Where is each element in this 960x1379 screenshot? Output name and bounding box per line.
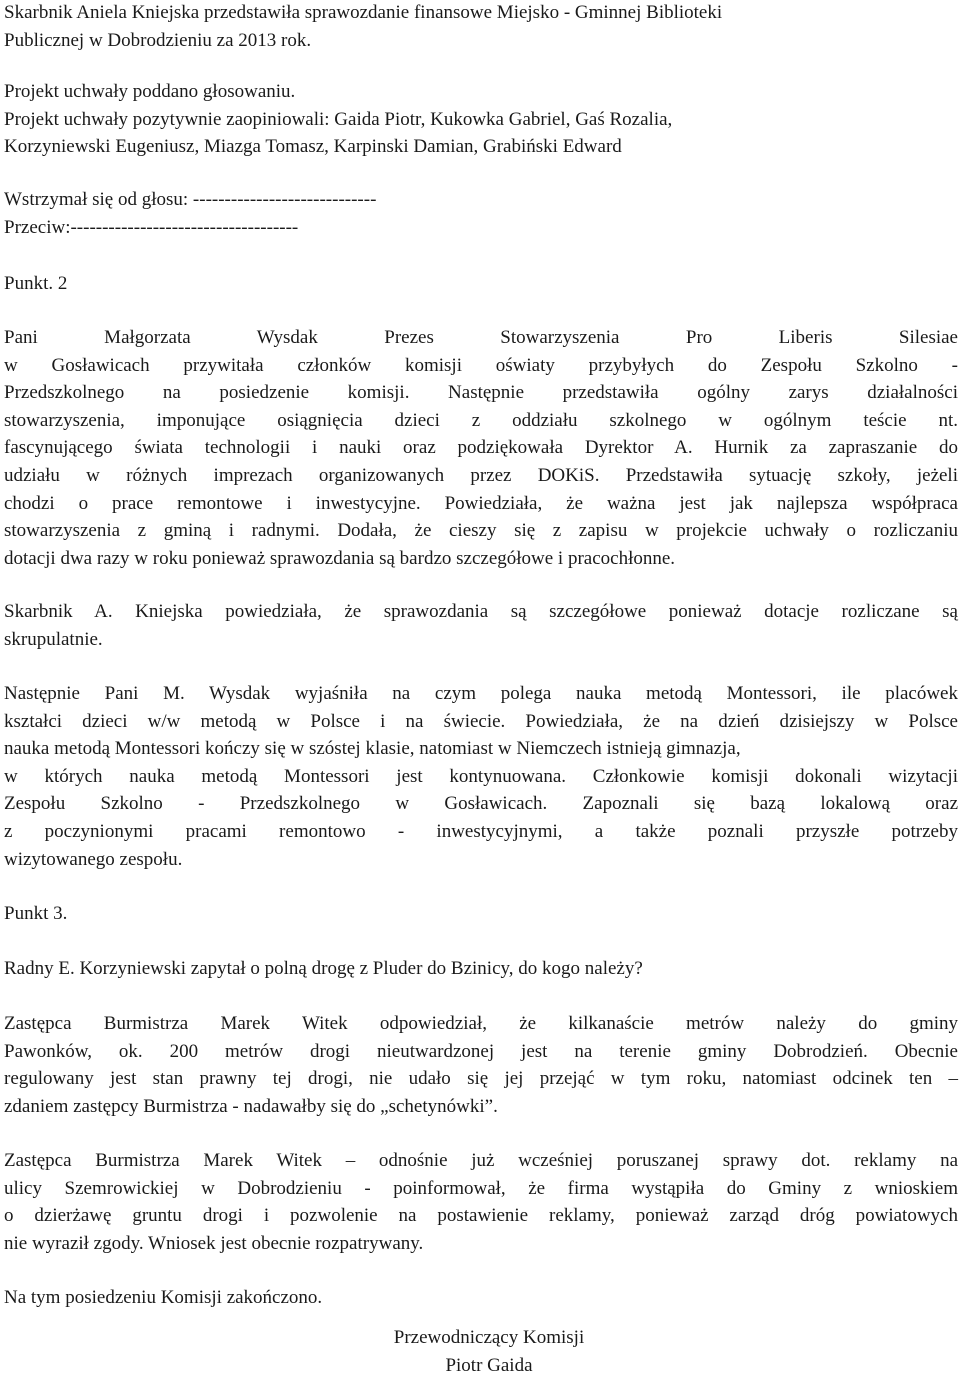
punkt-2-paragraph-1 [4, 324, 958, 572]
abstain-against-paragraph [4, 186, 958, 241]
text-line: chodzi o prace remontowe i inwestycyjne. Powiedziała, że ważna jest jak najlepsza współpraca [4, 492, 958, 514]
text-line: stowarzyszenia z gminą i radnymi. Dodała, że cieszy się z zapisu w projekcie uchwały o rozliczaniu [4, 520, 958, 542]
text-line: kształci dzieci w/w metodą w Polsce i na świecie. Powiedziała, że na dzień dzisiejszy w Polsce [4, 710, 958, 732]
text-line: wizytowanego zespołu. [4, 848, 183, 870]
punkt-3-paragraph-1 [4, 955, 958, 983]
text-line: Publicznej w Dobrodzieniu za 2013 rok. [4, 29, 312, 51]
punkt-3-paragraph-2 [4, 1010, 958, 1120]
closing-line [4, 1284, 322, 1312]
text-line: Następnie Pani M. Wysdak wyjaśniła na czym polega nauka metodą Montessori, ile placówek [4, 683, 958, 704]
text-line: Skarbnik A. Kniejska powiedziała, że sprawozdania są szczegółowe ponieważ dotacje rozliczane są [4, 601, 958, 622]
punkt-2-paragraph-3 [4, 680, 958, 873]
text-line: dotacji dwa razy w roku ponieważ sprawozdania są bardzo szczegółowe i pracochłonne. [4, 547, 676, 569]
text-line: Projekt uchwały pozytywnie zaopiniowali: Gaida Piotr, Kukowka Gabriel, Gaś Rozalia, [4, 108, 673, 130]
text-line: w których nauka metodą Montessori jest kontynuowana. Członkowie komisji dokonali wizytacji [4, 765, 958, 787]
text-line: Korzyniewski Eugeniusz, Miazga Tomasz, Karpinski Damian, Grabiński Edward [4, 136, 622, 158]
text-line: Skarbnik Aniela Kniejska przedstawiła sprawozdanie finansowe Miejsko - Gminnej Biblioteki [4, 2, 723, 23]
text-line: w Gosławicach przywitała członków komisji oświaty przybyłych do Zespołu Szkolno - [4, 354, 958, 376]
text-line: Pani Małgorzata Wysdak Prezes Stowarzyszenia Pro Liberis Silesiae [4, 327, 958, 348]
punkt-3-paragraph-3 [4, 1147, 958, 1257]
text-line: fascynującego świata technologii i nauki oraz podziękowała Dyrektor A. Hurnik za zapraszanie do [4, 437, 958, 459]
text-line: Radny E. Korzyniewski zapytał o polną drogę z Pluder do Bzinicy, do kogo należy? [4, 958, 643, 979]
signature-title: Przewodniczący Komisji [393, 1327, 585, 1348]
text-line: Pawonków, ok. 200 metrów drogi nieutwardzonej jest na terenie gminy Dobrodzień. Obecnie [4, 1040, 958, 1062]
heading-text: Punkt. 2 [4, 273, 68, 294]
punkt-2-heading [4, 270, 67, 298]
text-line: Wstrzymał się od głosu: ----------------------------- [4, 189, 377, 210]
text-line: o dzierżawę gruntu drogi i pozwolenie na postawienie reklamy, ponieważ zarząd dróg powiatowych [4, 1205, 958, 1227]
punkt-3-heading [4, 900, 67, 928]
text-line: Projekt uchwały poddano głosowaniu. [4, 81, 296, 102]
text-line: skrupulatnie. [4, 628, 103, 650]
text-line: Przeciw:------------------------------------ [4, 216, 299, 238]
text-line: nie wyraził zgody. Wniosek jest obecnie rozpatrywany. [4, 1232, 424, 1254]
text-line: Przedszkolnego na posiedzenie komisji. Następnie przedstawiła ogólny zarys działalności [4, 382, 958, 404]
text-line: nauka metodą Montessori kończy się w szóstej klasie, natomiast w Niemczech istnieją gimnazja, [4, 738, 741, 760]
text-line: ulicy Szemrowickiej w Dobrodzieniu - poinformował, że firma wystąpiła do Gminy z wnioskiem [4, 1177, 958, 1199]
signature-block [0, 1324, 960, 1379]
text-line: regulowany jest stan prawny tej drogi, nie udało się jej przejąć w tym roku, natomiast odcinek ten – [4, 1068, 958, 1090]
text-line: z poczynionymi pracami remontowo - inwestycyjnymi, a także poznali przyszłe potrzeby [4, 820, 958, 842]
vote-paragraph [4, 78, 958, 161]
intro-paragraph [4, 0, 958, 54]
signature-name: Piotr Gaida [445, 1354, 533, 1376]
text-line: zdaniem zastępcy Burmistrza - nadawałby się do „schetynówki”. [4, 1095, 498, 1117]
text-line: Zastępca Burmistrza Marek Witek odpowiedział, że kilkanaście metrów należy do gminy [4, 1013, 958, 1034]
punkt-2-paragraph-2 [4, 598, 958, 653]
text-line: udziału w różnych imprezach organizowanych przez DOKiS. Przedstawiła sytuację szkoły, jeżeli [4, 464, 958, 486]
text-line: Zastępca Burmistrza Marek Witek – odnośnie już wcześniej poruszanej sprawy dot. reklamy na [4, 1150, 958, 1171]
closing-text: Na tym posiedzeniu Komisji zakończono. [4, 1287, 323, 1308]
text-line: Zespołu Szkolno - Przedszkolnego w Gosławicach. Zapoznali się bazą lokalową oraz [4, 793, 958, 815]
text-line: stowarzyszenia, imponujące osiągnięcia dzieci z oddziału szkolnego w ogólnym teście nt. [4, 409, 958, 431]
heading-text: Punkt 3. [4, 903, 68, 924]
